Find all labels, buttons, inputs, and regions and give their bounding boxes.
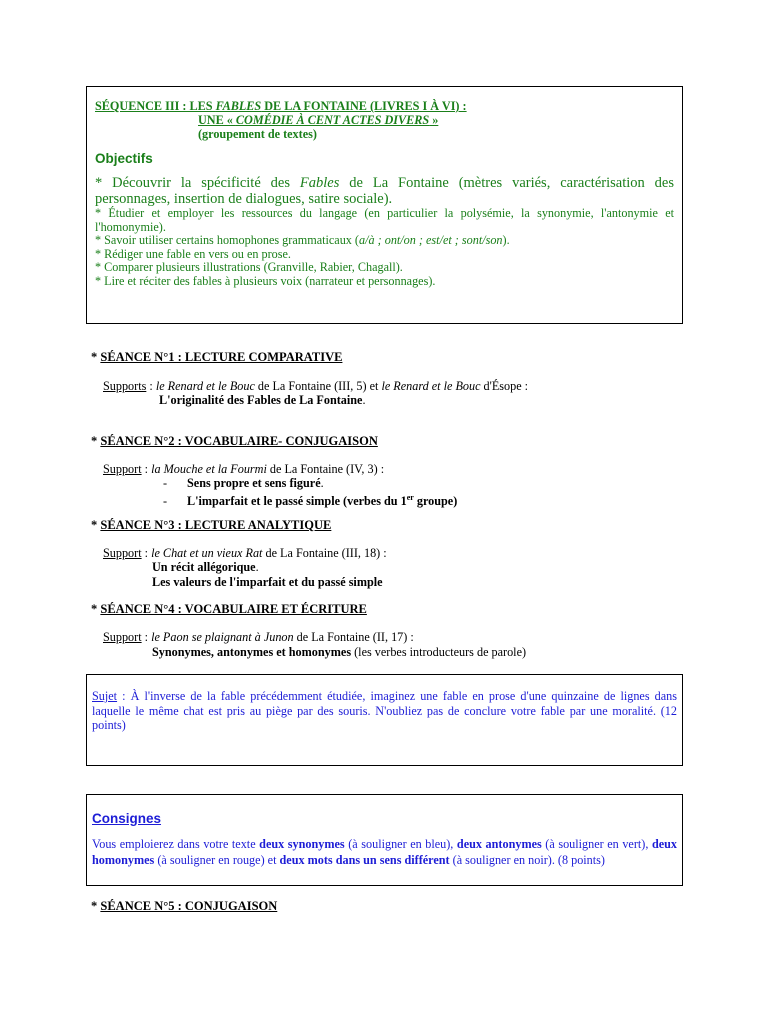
list-item-text: groupe) xyxy=(413,493,458,508)
seance-4-title xyxy=(91,602,367,617)
seance-5-title-text: SÉANCE N°5 : CONJUGAISON xyxy=(100,899,278,913)
seance-1-title xyxy=(91,350,342,365)
seance-1-objective xyxy=(159,393,366,408)
seance-1-title-text: SÉANCE N°1 : LECTURE COMPARATIVE xyxy=(100,350,343,364)
seance-4-objective-rest: (les verbes introducteurs de parole) xyxy=(351,645,527,659)
consignes-text-part: (à souligner en rouge) et xyxy=(154,853,280,867)
seance-4-prefix: * xyxy=(91,602,101,616)
consignes-bold: deux mots dans un sens différent xyxy=(279,853,450,867)
sequence-title xyxy=(95,99,674,113)
list-item xyxy=(163,491,457,509)
objectif-main-fables: Fables xyxy=(299,175,340,191)
objectif-item: * Rédiger une fable en vers ou en prose. xyxy=(95,246,291,261)
seance-4-objective-bold: Synonymes, antonymes et homonymes xyxy=(152,645,352,659)
seance-3-prefix: * xyxy=(91,518,101,532)
list-item-dot: . xyxy=(320,476,324,490)
support-label: Support xyxy=(103,546,142,560)
seance-3-objectives xyxy=(152,560,383,589)
objectif-item: * Étudier et employer les ressources du langage (en particulier la polysémie, la synonymie, l'antonymie et l'homonymie). xyxy=(95,206,674,234)
support-title: la Mouche et la Fourmi xyxy=(151,462,267,476)
dash-bullet: - xyxy=(163,493,168,508)
sequence-title-fables: FABLES xyxy=(215,99,262,113)
objectif-main-a: * Découvrir la spécificité des xyxy=(95,175,300,191)
sujet-text xyxy=(92,689,677,733)
sequence-title-c: DE LA FONTAINE (LIVRES I À VI) : xyxy=(261,99,467,113)
seance-5-title xyxy=(91,899,277,914)
support-text: de La Fontaine (III, 5) et xyxy=(254,379,382,393)
support-text: de La Fontaine (III, 18) : xyxy=(262,546,387,560)
objectif-homophones: a/à ; ont/on ; est/et ; sont/son xyxy=(359,233,503,247)
sujet-box xyxy=(86,674,683,766)
consignes-title: Consignes xyxy=(92,811,162,826)
objectif-item xyxy=(95,234,674,248)
seance-3-support: Support : le Chat et un vieux Rat de La Fontaine (III, 18) : xyxy=(103,546,387,560)
seance-1-support: Supports : le Renard et le Bouc de La Fontaine (III, 5) et le Renard et le Bouc d'Ésope : xyxy=(103,379,529,393)
objectif-main-c: de La Fontaine (mètres variés, caractérisation des personnages, insertion de dialogues, satire sociale). xyxy=(95,175,674,207)
support-label: Support xyxy=(103,630,142,644)
consignes-bold: deux synonymes xyxy=(259,837,345,851)
seance-1-objective-text: L'originalité des Fables de La Fontaine xyxy=(159,393,363,407)
superscript: er xyxy=(406,492,414,502)
sujet-body: : À l'inverse de la fable précédemment étudiée, imaginez une fable en prose d'une quinzaine de lignes dans laquelle le même chat est pris au piège par des souris. N'oubliez pas de conclure votre fable par une moralité. (12 points) xyxy=(92,689,677,732)
sequence-subtitle xyxy=(95,113,674,127)
list-item xyxy=(163,476,457,491)
dash-bullet: - xyxy=(163,476,168,490)
consignes-text-part: (à souligner en vert), xyxy=(541,837,652,851)
consignes-box xyxy=(86,794,683,886)
seance-4-title-text: SÉANCE N°4 : VOCABULAIRE ET ÉCRITURE xyxy=(100,602,367,616)
sequence-subtitle-quote: COMÉDIE À CENT ACTES DIVERS xyxy=(235,113,430,127)
seance-2-title xyxy=(91,434,378,449)
consignes-bold: deux homonymes xyxy=(92,837,677,867)
seance-4-objective xyxy=(152,645,526,660)
objectif-item-text: * Savoir utiliser certains homophones grammaticaux ( xyxy=(95,233,359,247)
support-label: Supports xyxy=(103,379,147,393)
seance-3-title xyxy=(91,518,331,533)
objectif-main xyxy=(95,175,674,207)
objectif-item: * Lire et réciter des fables à plusieurs voix (narrateur et personnages). xyxy=(95,273,436,288)
seance-2-title-text: SÉANCE N°2 : VOCABULAIRE- CONJUGAISON xyxy=(100,434,378,448)
sujet-label: Sujet xyxy=(92,689,118,703)
seance-1-dot: . xyxy=(362,393,366,407)
list-item-dot: . xyxy=(255,560,259,574)
seance-1-prefix: * xyxy=(91,350,101,364)
objectif-item: * Comparer plusieurs illustrations (Granville, Rabier, Chagall). xyxy=(95,260,403,274)
sequence-box xyxy=(86,86,683,324)
seance-2-prefix: * xyxy=(91,434,101,448)
support-title: le Paon se plaignant à Junon xyxy=(151,630,294,644)
list-item: Les valeurs de l'imparfait et du passé simple xyxy=(152,574,383,589)
support-title: le Renard et le Bouc xyxy=(381,379,481,393)
support-text: d'Ésope : xyxy=(480,379,529,393)
objectifs-title: Objectifs xyxy=(95,151,153,166)
support-text: de La Fontaine (IV, 3) : xyxy=(266,462,385,476)
consignes-text xyxy=(92,836,677,868)
support-title: le Chat et un vieux Rat xyxy=(151,546,263,560)
seance-4-support: Support : le Paon se plaignant à Junon de La Fontaine (II, 17) : xyxy=(103,630,414,644)
consignes-bold: deux antonymes xyxy=(456,837,542,851)
sequence-subtitle-a: UNE « xyxy=(198,113,236,127)
consignes-text-part: (à souligner en bleu), xyxy=(344,837,457,851)
sequence-title-a: SÉQUENCE III : LES xyxy=(95,99,216,113)
seance-2-list xyxy=(163,476,457,508)
seance-5-prefix: * xyxy=(91,899,101,913)
list-item-text: L'imparfait et le passé simple (verbes du 1 xyxy=(187,493,407,508)
seance-2-support: Support : la Mouche et la Fourmi de La Fontaine (IV, 3) : xyxy=(103,462,385,476)
support-label: Support xyxy=(103,462,142,476)
support-title: le Renard et le Bouc xyxy=(155,379,255,393)
seance-3-title-text: SÉANCE N°3 : LECTURE ANALYTIQUE xyxy=(100,518,332,532)
list-item-text: Un récit allégorique xyxy=(152,560,256,574)
sequence-subtitle-c: » xyxy=(429,113,439,127)
consignes-text-part: (à souligner en noir). (8 points) xyxy=(449,853,605,867)
list-item-text: Sens propre et sens figuré xyxy=(187,476,321,490)
objectif-item-end: ). xyxy=(502,233,510,247)
support-text: de La Fontaine (II, 17) : xyxy=(293,630,414,644)
list-item xyxy=(152,560,383,575)
consignes-text-part: Vous emploierez dans votre texte xyxy=(92,837,260,851)
sequence-grouping: (groupement de textes) xyxy=(198,127,317,141)
